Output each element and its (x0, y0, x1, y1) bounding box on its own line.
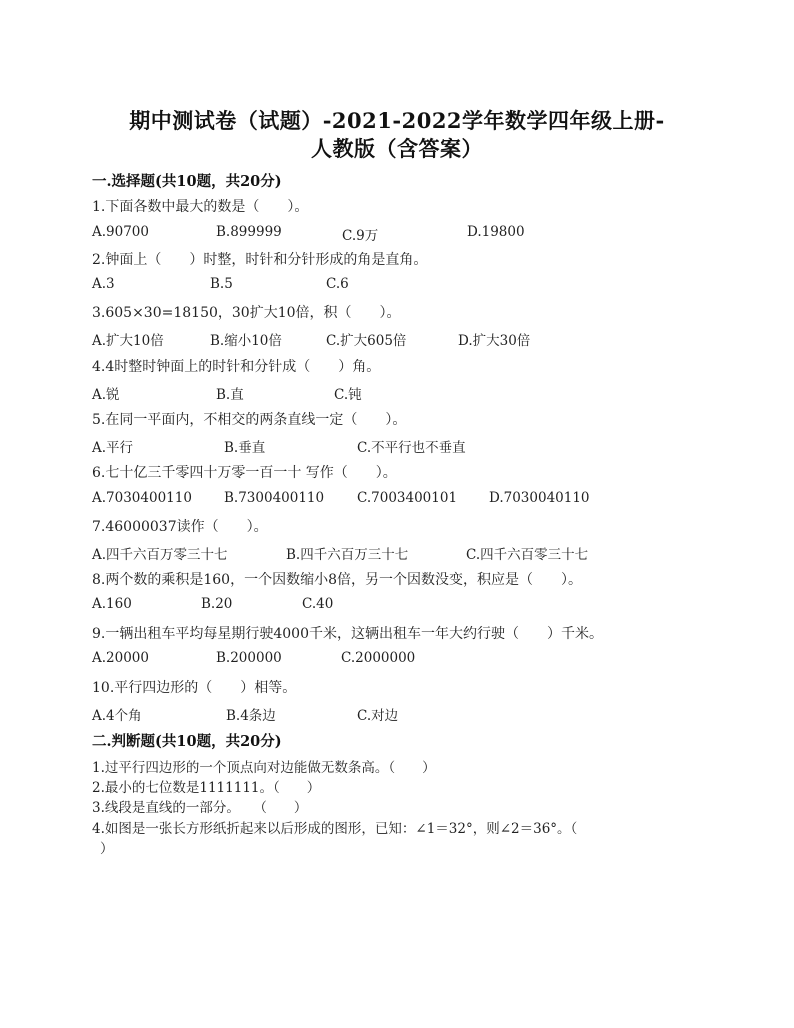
section-heading-true-false: 二.判断题(共10题，共20分) (92, 733, 282, 750)
question-2-option-b: B.5 (210, 276, 233, 292)
question-6-option-c: C.7003400101 (357, 490, 458, 506)
question-10-option-a: A.4个角 (92, 708, 142, 724)
question-8-option-c: C.40 (302, 596, 334, 612)
question-10-option-c: C.对边 (357, 708, 399, 724)
question-3-option-b: B.缩小10倍 (210, 333, 282, 349)
question-6-option-a: A.7030400110 (92, 490, 192, 506)
question-7: 7.46000037读作（ ）。 (92, 519, 268, 535)
tf-question-4: 4.如图是一张长方形纸折起来以后形成的图形，已知：∠1＝32°，则∠2＝36°。（ (92, 821, 578, 837)
question-5-option-b: B.垂直 (224, 440, 266, 456)
section-heading-multiple-choice: 一.选择题(共10题，共20分) (92, 173, 282, 190)
question-8-option-b: B.20 (201, 596, 233, 612)
question-3-option-c: C.扩大605倍 (326, 333, 407, 349)
question-1: 1.下面各数中最大的数是（ ）。 (92, 199, 309, 215)
question-5-option-a: A.平行 (92, 440, 134, 456)
question-9-option-c: C.2000000 (341, 650, 416, 666)
question-9: 9.一辆出租车平均每星期行驶4000千米，这辆出租车一年大约行驶（ ）千米。 (92, 626, 603, 642)
question-1-option-c: C.9万 (342, 228, 379, 244)
question-1-option-b: B.899999 (216, 224, 282, 240)
question-2-option-c: C.6 (326, 276, 349, 292)
question-8: 8.两个数的乘积是160，一个因数缩小8倍，另一个因数没变，积应是（ ）。 (92, 572, 582, 588)
question-4: 4.4时整时钟面上的时针和分针成（ ）角。 (92, 359, 381, 375)
question-1-option-d: D.19800 (467, 224, 525, 240)
question-6: 6.七十亿三千零四十万零一百一十 写作（ ）。 (92, 465, 397, 481)
question-10: 10.平行四边形的（ ）相等。 (92, 680, 297, 696)
question-5-option-c: C.不平行也不垂直 (357, 440, 466, 456)
exam-title-line-2: 人教版（含答案） (311, 136, 483, 161)
tf-question-3: 3.线段是直线的一部分。 （ ） (92, 800, 308, 816)
question-7-option-b: B.四千六百万三十七 (286, 547, 409, 563)
question-1-option-a: A.90700 (92, 224, 149, 240)
exam-title-line-1: 期中测试卷（试题）-2021-2022学年数学四年级上册- (129, 108, 665, 133)
tf-question-1: 1.过平行四边形的一个顶点向对边能做无数条高。（ ） (92, 760, 436, 776)
tf-question-4-closing-paren: ） (100, 841, 114, 857)
question-9-option-b: B.200000 (216, 650, 282, 666)
tf-question-2: 2.最小的七位数是1111111。（ ） (92, 780, 321, 796)
question-8-option-a: A.160 (92, 596, 132, 612)
question-5: 5.在同一平面内，不相交的两条直线一定（ ）。 (92, 412, 407, 428)
question-7-option-c: C.四千六百零三十七 (466, 547, 589, 563)
question-7-option-a: A.四千六百万零三十七 (92, 547, 228, 563)
question-6-option-b: B.7300400110 (224, 490, 325, 506)
question-4-option-b: B.直 (216, 387, 244, 403)
question-6-option-d: D.7030040110 (489, 490, 590, 506)
question-4-option-c: C.钝 (334, 387, 362, 403)
question-3: 3.605×30=18150，30扩大10倍，积（ ）。 (92, 305, 401, 321)
question-3-option-a: A.扩大10倍 (92, 333, 164, 349)
question-9-option-a: A.20000 (92, 650, 149, 666)
question-3-option-d: D.扩大30倍 (458, 333, 531, 349)
question-4-option-a: A.锐 (92, 387, 120, 403)
question-2: 2.钟面上（ ）时整，时针和分针形成的角是直角。 (92, 252, 428, 268)
question-2-option-a: A.3 (92, 276, 115, 292)
question-10-option-b: B.4条边 (226, 708, 276, 724)
